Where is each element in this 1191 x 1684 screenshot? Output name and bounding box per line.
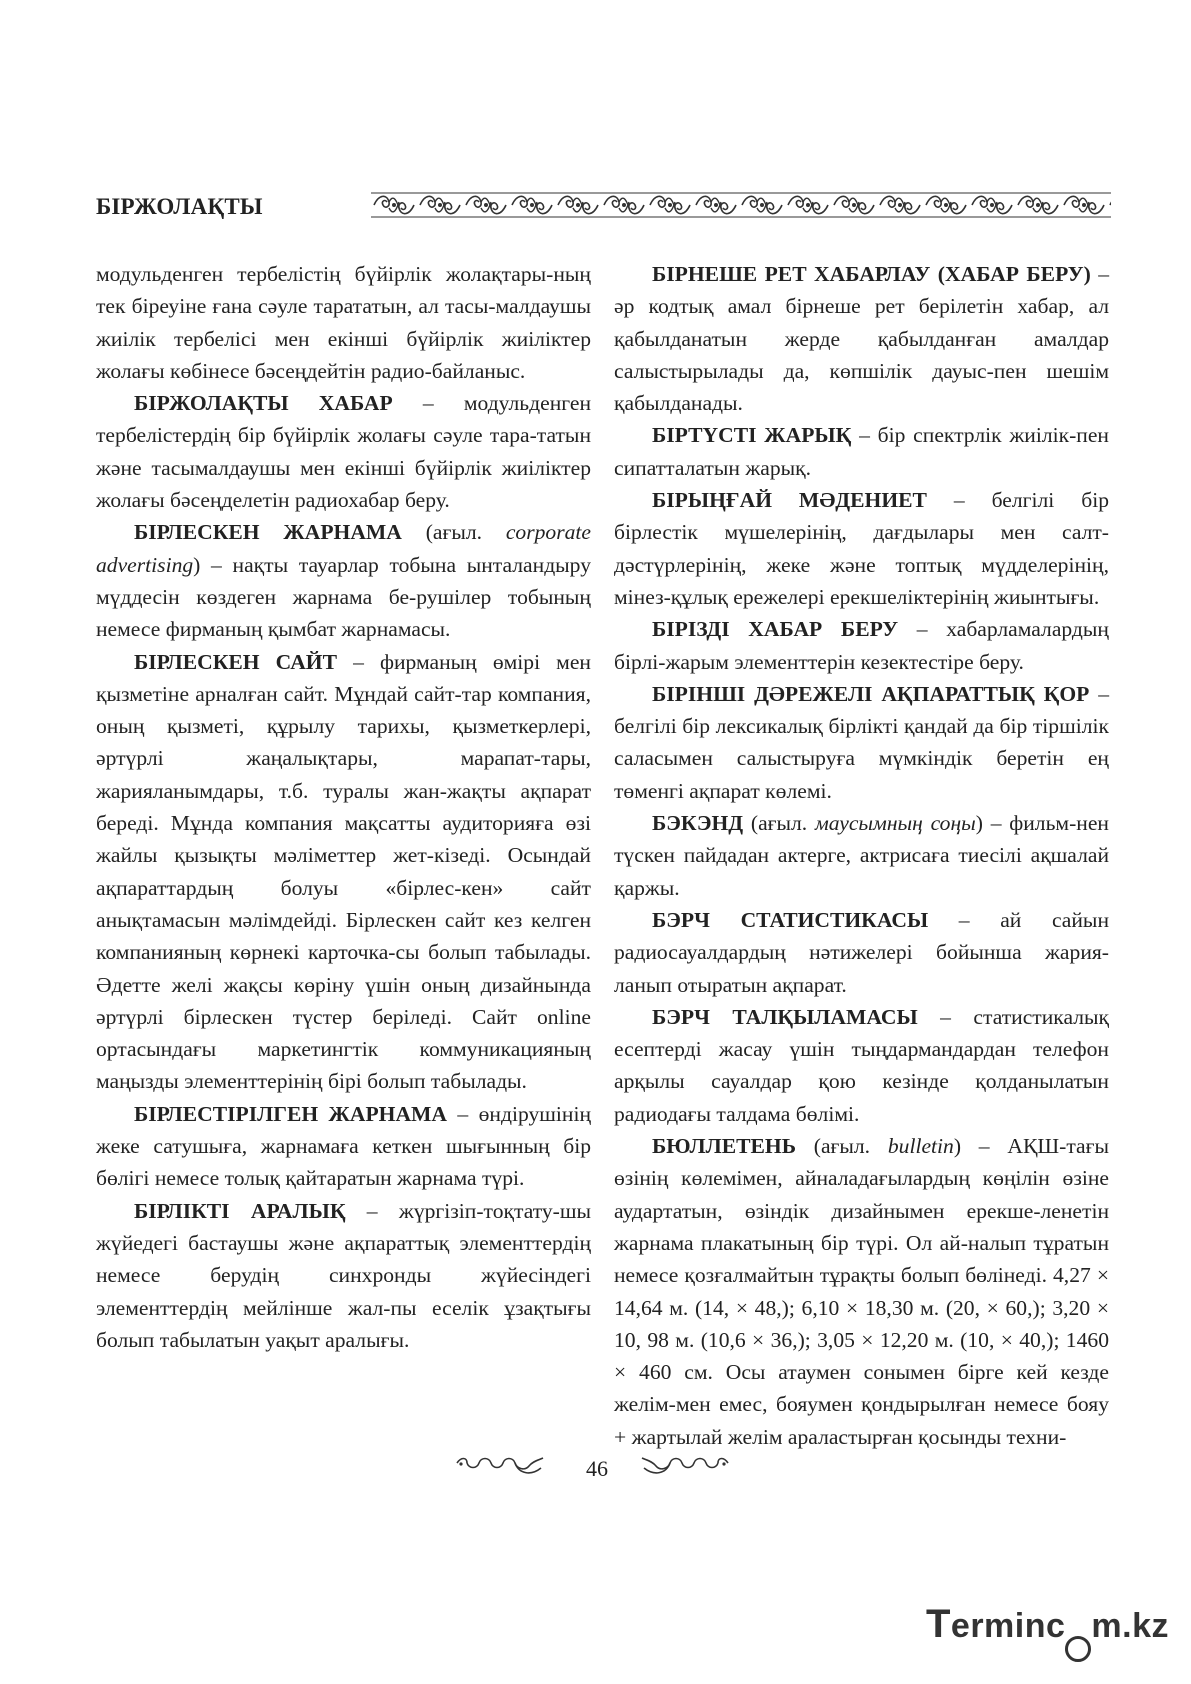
entry: БІРЛІКТІ АРАЛЫҚ – жүргізіп-тоқтату-шы жүйедегі бастаушы және ақпараттық элементтердің немесе берудің синхронды жүйесіндегі элементтердің мейлінше жал-пы еселік ұзақтығы болып табылатын уақыт аралығы. [96, 1198, 591, 1352]
entry-term: БІРЛЕСКЕН САЙТ [134, 649, 337, 674]
footer-right-ornament-icon [640, 1454, 730, 1480]
entry: БІРЛЕСКЕН ЖАРНАМА (ағыл. corporate advertising) – нақты тауарлар тобына ынталандыру мүддесін көздеген жарнама бе-рушілер тобының немесе фирманың қымбат жарнамасы. [96, 520, 591, 642]
header-ornament-icon [371, 190, 1111, 220]
entry: БІРТҮСТІ ЖАРЫҚ – бір спектрлік жиілік-пен сипатталатын жарық. [614, 423, 1109, 480]
left-column [96, 258, 591, 1356]
page-footer [0, 1450, 1191, 1490]
entry-term: БІРЫҢҒАЙ МӘДЕНИЕТ [652, 488, 927, 513]
entry: БІРЫҢҒАЙ МӘДЕНИЕТ – белгілі бір бірлестік мүшелерінің, дағдылары мен салт-дәстүрлерінің, жеке және топтық мүдделерінің, мінез-құлық ережелері ерекшеліктерінің жиынтығы. [614, 488, 1110, 609]
entry-term: БІРІЗДІ ХАБАР БЕРУ [652, 617, 899, 642]
entry-continuation: модульденген тербелістің бүйірлік жолақтары-ның тек біреуіне ғана сәуле тарататын, ал тасы-малдаушы жиілік тербелісі мен екінші бүйірлік жиіліктер жолағы көбінесе бәсеңдейтін радио-байланыс. [96, 262, 591, 383]
right-column [614, 258, 1109, 1453]
entry-term: БІРЖОЛАҚТЫ ХАБАР [134, 391, 393, 416]
entry-term: БІРІНШІ ДӘРЕЖЕЛІ АҚПАРАТТЫҚ ҚОР [652, 681, 1090, 706]
entry-term: БЭРЧ СТАТИСТИКАСЫ [652, 907, 929, 932]
entry: БЭРЧ ТАЛҚЫЛАМАСЫ – статистикалық есептерді жасау үшін тыңдармандардан телефон арқылы сауалдар қою кезінде қолданылатын радиодағы талдама бөлімі. [614, 1004, 1109, 1126]
entry-term: БІРТҮСТІ ЖАРЫҚ [652, 423, 852, 448]
entry-term: БЭКЭНД [652, 811, 744, 836]
entry: БІРІЗДІ ХАБАР БЕРУ – хабарламалардың бірлі-жарым элементтерін кезектестіре беру. [614, 617, 1109, 674]
running-header-title: БІРЖОЛАҚТЫ [96, 194, 263, 219]
entry: БІРНЕШЕ РЕТ ХАБАРЛАУ (ХАБАР БЕРУ) – әр кодтық амал бірнеше рет берілетін хабар, ал қабылданатын жерде қабылданған амалдар салыстырылады да, көпшілік дауыс-пен шешім қабылданады. [614, 262, 1109, 416]
watermark-o-icon [1065, 1636, 1091, 1662]
entry: БЭРЧ СТАТИСТИКАСЫ – ай сайын радиосауалдардың нәтижелері бойынша жария-ланып отыратын ақпарат. [614, 907, 1110, 997]
entry: БЮЛЛЕТЕНЬ (ағыл. bulletin) – АҚШ-тағы өзінің көлемімен, айналадағылардың көңілін өзіне аудартатын, өзіндік дизайнымен ерекше-ленетін жарнама плакатының бір түрі. Ол ай-налып тұратын немесе қозғалмайтын тұрақты болып бөлінеді. 4,27 × 14,64 м. (14, × 48,); 6,10 × 18,30 м. (20, × 60,); 3,20 × 10, 98 м. (10,6 × 36,); 3,05 × 12,20 м. (10, × 40,); 1460 × 460 см. Осы атаумен сонымен бірге кей кезде желім-мен емес, бояумен қондырылған немесе бояу + жартылай желім араластырған қосынды техни- [614, 1134, 1109, 1449]
entry: БІРЛЕСТІРІЛГЕН ЖАРНАМА – өндірушінің жеке сатушыға, жарнамаға кеткен шығынның бір бөлігі немесе толық қайтаратын жарнама түрі. [96, 1101, 591, 1191]
termincom-watermark: Terminc m.kz [926, 1602, 1169, 1662]
running-header [96, 186, 1110, 226]
entry-term: БІРНЕШЕ РЕТ ХАБАРЛАУ (ХАБАР БЕРУ) [652, 262, 1091, 286]
entry-term: БІРЛЕСТІРІЛГЕН ЖАРНАМА [134, 1101, 448, 1126]
entry-term: БІРЛІКТІ АРАЛЫҚ [134, 1198, 346, 1223]
entry: БІРЛЕСКЕН САЙТ – фирманың өмірі мен қызметіне арналған сайт. Мұндай сайт-тар компания, оның қызметі, құрылу тарихы, қызметкерлері, әртүрлі жаңалықтары, марапат-тары, жарияланымдары, т.б. туралы жан-жақты ақпарат береді. Мұнда компания мақсатты аудиторияға өзі жайлы қызықты мәліметтер жет-кізеді. Осындай ақпараттардың болуы «бірлес-кен» сайт анықтамасын мәлімдейді. Бірлескен сайт кез келген компанияның көрнекі карточка-сы болып табылады. Әдетте желі жақсы көріну үшін оның дизайнында әртүрлі бірлескен түстер беріледі. Сайт online ортасындағы маркетингтік коммуникацияның маңызды элементтерінің бірі болып табылады. [96, 649, 591, 1094]
entry: БІРІНШІ ДӘРЕЖЕЛІ АҚПАРАТТЫҚ ҚОР – белгілі бір лексикалық бірлікті қандай да бір тіршілік саласымен салыстыруға мүмкіндік беретін ең төменгі ақпарат көлемі. [614, 681, 1109, 803]
entry-term: БЭРЧ ТАЛҚЫЛАМАСЫ [652, 1004, 918, 1029]
entry-term: БЮЛЛЕТЕНЬ [652, 1134, 796, 1159]
footer-left-ornament-icon [455, 1454, 545, 1480]
entry-term: БІРЛЕСКЕН ЖАРНАМА [134, 520, 402, 545]
entry: БІРЖОЛАҚТЫ ХАБАР – модульденген тербелістердің бір бүйірлік жолағы сәуле тара-татын және тасымалдаушы мен екінші бүйірлік жиіліктер жолағы бәсеңделетін радиохабар беру. [96, 391, 591, 513]
page-number: 46 [586, 1456, 608, 1481]
entry: БЭКЭНД (ағыл. маусымның соңы) – фильм-нен түскен пайдадан актерге, актрисаға тиесілі ақшалай қаржы. [614, 811, 1109, 900]
